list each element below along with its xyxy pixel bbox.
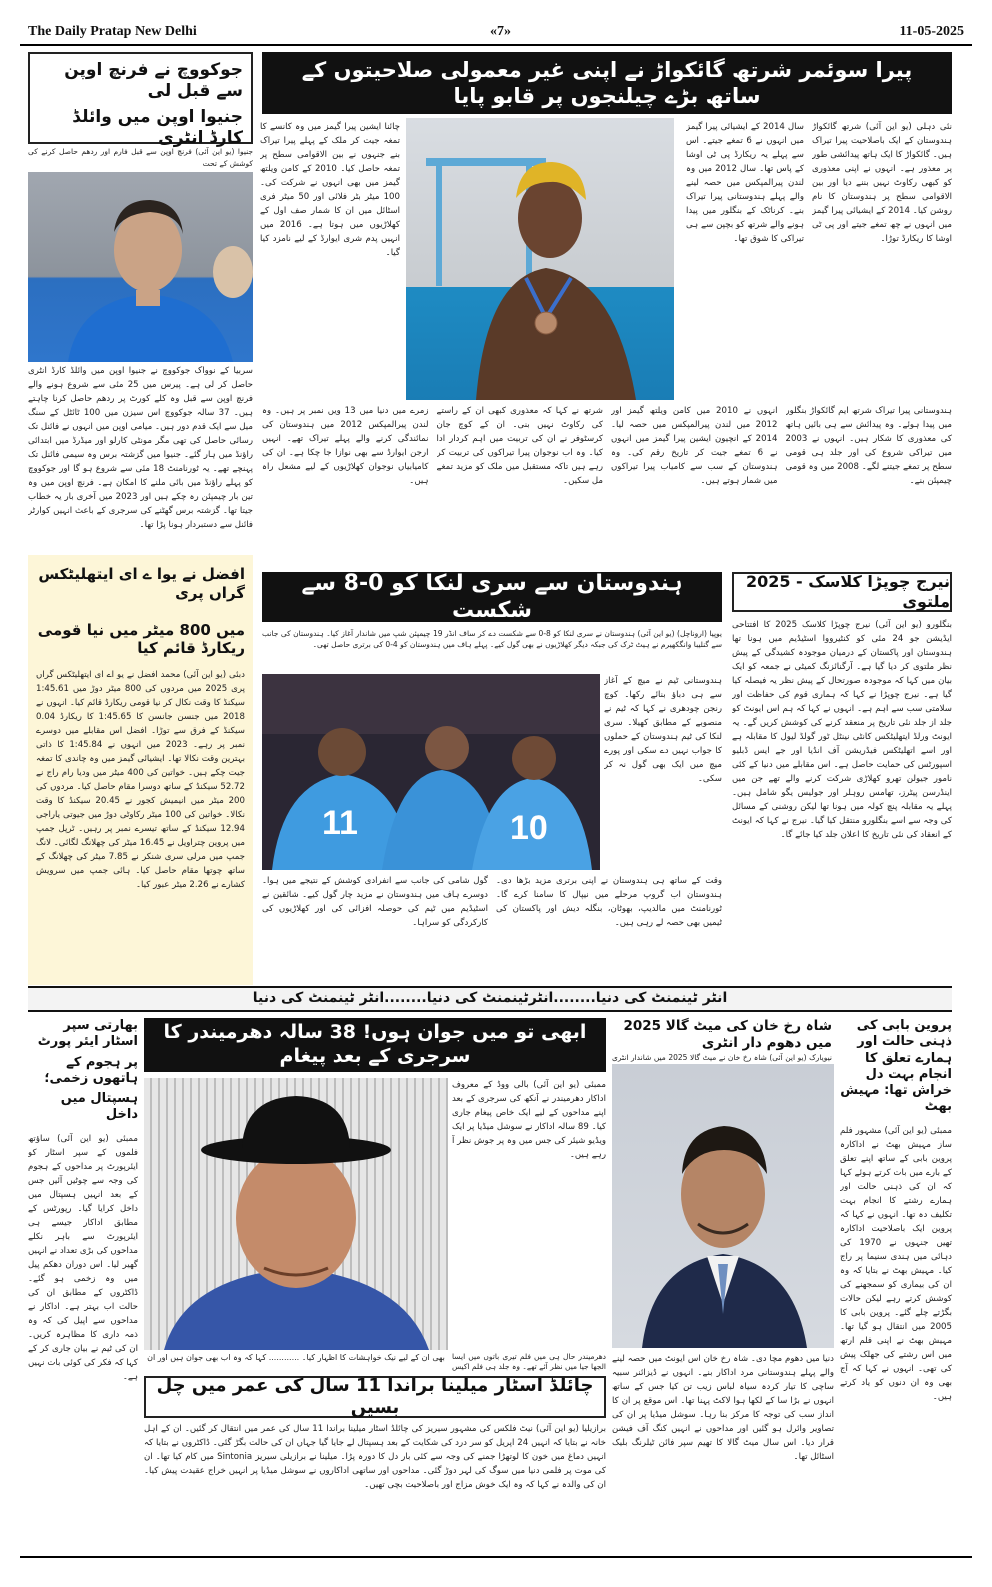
swimmer-bottom-columns (262, 404, 952, 564)
afzal-headline-line2: میں 800 میٹر میں نیا قومی ریکارڈ قائم کیا (37, 620, 245, 658)
swimmer-with-medal-photo-icon (406, 118, 674, 400)
dharmendra-photo-icon (144, 1078, 448, 1350)
swimmer-photo (406, 118, 674, 400)
neeraj-headline: نیرج چوپڑا کلاسک - 2025 ملتوی (745, 572, 950, 611)
dharmendra-body3: دھرمیندر حال ہی میں فلم تیری باتوں میں ایسا الجھا جیا میں نظر آئے تھے۔ وہ جلد ہی فلم اکیس (452, 1352, 606, 1371)
millena-body: برازیلیا (یو این آئی) نیٹ فلکس کی مشہور سیریز کی چائلڈ اسٹار میلینا براندا 11 سال کی عمر میں انتقال کر گئیں۔ ان کے اہل خانہ نے بتایا کہ انہیں 24 اپریل کو سر درد کی شکایت کے بعد ہسپتال لے جایا گیا جہاں ان کی حالت بگڑ گئی۔ ڈاکٹروں نے بتایا کہ انہیں دماغ میں خون کا لوتھڑا جمنے کی وجہ سے کئی بار دل کا دورہ پڑا۔ میلینا نے برازیلی سیریز Sintonia میں کام کیا تھا۔ ان کی موت پر فلمی دنیا میں سوگ کی لہر دوڑ گئی۔ مداحوں اور ساتھی اداکاروں نے سوشل میڈیا پر انہیں خراج عقیدت پیش کیا۔ ان کی والدہ نے کہا کہ وہ ایک خوش مزاج اور باصلاحیت بچی تھیں۔ (144, 1424, 606, 1490)
swimmer-col3: زمرے میں دنیا میں 13 ویں نمبر پر ہیں۔ وہ لندن پیرالمپکس 2012 میں ہندوستان کی نمائندگی کرنے والے پہلے تیراک تھے۔ انہیں ارجن ایوارڈ سے بھی نوازا جا چکا ہے۔ ان کی کامیابیاں نوجوان کھلاڑیوں کے لیے مشعل راہ ہیں۔ (262, 406, 429, 486)
football-team-celebration-photo-icon (262, 674, 600, 870)
swimmer-col1: نئی دہلی (یو این آئی) شرتھ گائکواڑ ہندوستان کے ایک باصلاحیت پیرا تیراک ہیں۔ گائکواڑ کا ایک ہاتھ پیدائشی طور پر معذور ہے۔ انہوں نے اپنی معذوری کو کبھی رکاوٹ نہیں بننے دیا اور بین الاقوامی سطح پر ہندوستان کا نام روشن کیا۔ 2014 کے ایشیائی پیرا گیمز میں انہوں نے چھ تمغے جیتے اور پی ٹی اوشا کا ریکارڈ توڑا۔ (812, 122, 952, 244)
airport-headline-line3: ہسپتال میں داخل (60, 1091, 138, 1123)
football-photo (262, 674, 600, 870)
neeraj-body: بنگلورو (یو این آئی) نیرج چوپڑا کلاسک 2025 کا افتتاحی ایڈیشن جو 24 مئی کو کنٹیرووا اسٹیڈیم میں ہونا تھا ہندوستان اور پاکستان کے درمیان موجودہ کشیدگی کے پیش نظر ملتوی کر دیا گیا ہے۔ آرگنائزنگ کمیٹی نے جمعہ کو ایک بیان میں کہا کہ موجودہ صورتحال کے پیش نظر یہ فیصلہ کیا گیا ہے۔ نیرج چوپڑا نے کہا کہ ہماری قوم کی حفاظت اور سلامتی سب سے اہم ہے۔ انہوں نے کہا کہ ہم اس ایونٹ کو جلد از جلد نئی تاریخ پر منعقد کرنے کی کوشش کریں گے۔ یہ ایونٹ ورلڈ ایتھلیٹکس کانٹی نینٹل ٹور گولڈ لیول کا مقابلہ ہے اور اسے اتھلیٹکس فیڈریشن آف انڈیا اور جے ایس ڈبلیو اسپورٹس کی حمایت حاصل ہے۔ اس مقابلے میں دنیا کے کئی نامور جیولن تھرو کھلاڑی شرکت کرنے والے تھے جن میں اینڈرسن پیٹرز، تھامس روہلر اور جولیس یگو شامل ہیں۔ پہلے یہ مقابلہ پنچ کولہ میں ہونا تھا لیکن روشنی کے مسائل کی وجہ سے اسے بنگلورو منتقل کیا گیا۔ نیرج نے کہا کہ ایونٹ کے انعقاد کی نئی تاریخ کا اعلان جلد کیا جائے گا۔ (732, 620, 952, 840)
dharmendra-photo (144, 1078, 448, 1350)
masthead (20, 22, 972, 42)
football-bottom-columns (262, 874, 722, 980)
parveen-body: ممبئی (یو این آئی) مشہور فلم ساز مہیش بھٹ نے اداکارہ پروین بابی کے ساتھ اپنے تعلق کے بارے میں بات کرتے ہوئے کہا کہ ان کی ذہنی حالت اور ہمارے رشتے کا انجام بہت تکلیف دہ تھا۔ انہوں نے کہا کہ پروین ایک باصلاحیت اداکارہ تھیں جنہوں نے 1970 کی دہائی میں ہندی سنیما پر راج کیا۔ مہیش بھٹ نے بتایا کہ وہ ان کی بیماری کو سمجھنے کی کوشش کرتے رہے لیکن حالات بگڑتے چلے گئے۔ پروین بابی کا 2005 میں انتقال ہو گیا تھا۔ مہیش بھٹ نے اپنی فلم ارتھ میں اس رشتے کی جھلک پیش کی تھی۔ انہوں نے کہا کہ آج بھی وہ ان دنوں کو یاد کرتے ہیں۔ (840, 1125, 952, 1402)
football-side-column: ہندوستانی ٹیم نے میچ کے آغاز سے ہی دباؤ بنائے رکھا۔ کوچ رنجن چودھری نے کہا کہ ٹیم نے منصوبے کے مطابق کھیلا۔ سری لنکا کی ٹیم ہندوستان کے حملوں کا جواب نہیں دے سکی اور پورے میچ میں ایک بھی گول نہ کر سکی۔ (604, 676, 722, 784)
football-body3: وقت کے ساتھ ہی ہندوستان نے اپنی برتری مزید بڑھا دی۔ ہندوستان اب گروپ مرحلے میں نیپال کا سامنا کرے گا۔ ٹورنامنٹ میں مالدیپ، بھوٹان، بنگلہ دیش اور پاکستان کی ٹیمیں بھی حصہ لے رہی ہیں۔ (496, 876, 722, 928)
djokovic-headline-line1: جوکووچ نے فرنچ اوپن سے قبل لی (64, 60, 243, 102)
page-date: 11-05-2025 (899, 24, 964, 39)
millena-headline-box (144, 1376, 606, 1418)
football-body4: گول شامی کی جانب سے انفرادی کوشش کے نتیجے میں ہوا۔ دوسرے ہاف میں ہندوستان نے مزید چار گول کیے۔ شائقین نے اسٹیڈیم میں ٹیم کی حوصلہ افزائی کی اور کھلاڑیوں کی کارکردگی کو سراہا۔ (262, 876, 488, 928)
swimmer-col2: سال 2014 کے ایشیائی پیرا گیمز میں انہوں نے 6 تمغے جیتے۔ اس سے پہلے یہ ریکارڈ پی ٹی اوشا کے پاس تھا۔ سال 2012 میں وہ لندن پیرالمپکس میں حصہ لینے والے پہلے ہندوستانی پیرا تیراک بنے۔ کرناٹک کے بنگلور میں پیدا ہونے والے شرتھ کو بچپن سے ہی تیراکی کا شوق تھا۔ (686, 122, 804, 244)
shahrukh-lead: نیویارک (یو این آئی) شاہ رخ خان نے میٹ گالا 2025 میں شاندار انٹری (612, 1052, 832, 1062)
airport-headline-line2: پر ہجوم کے ہاتھوں زخمی؛ (44, 1054, 138, 1086)
paper-name: The Daily Pratap New Delhi (28, 24, 197, 39)
footer-rule (20, 1556, 972, 1558)
entertainment-banner-text: انٹر ٹینمنٹ کی دنیا........انٹرٹینمنٹ کی دنیا........انٹر ٹینمنٹ کی دنیا (252, 990, 728, 1007)
djokovic-photo (28, 172, 253, 362)
jersey-number-right: 10 (510, 809, 548, 847)
parveen-column (840, 1018, 952, 1553)
afzal-body: دبئی (یو این آئی) محمد افضل نے یو اے ای ایتھلیٹکس گراں پری 2025 میں مردوں کی 800 میٹر دوڑ میں 1:45.61 سیکنڈ کا وقت نکال کر نیا قومی ریکارڈ قائم کیا۔ انہوں نے 2018 میں جنسن جانسن کا 1:45.65 کا ریکارڈ 0.04 سیکنڈ کے فرق سے توڑا۔ افضل اس مقابلے میں دوسرے نمبر پر رہے۔ 2023 میں انہوں نے 1:45.84 کا ذاتی بہترین وقت نکالا تھا۔ ایشیائی گیمز میں وہ چاندی کا تمغہ جیت چکے ہیں۔ خواتین کی 400 میٹر میں ودیا رام راج نے 52.72 سیکنڈ کے ساتھ دوسرا مقام حاصل کیا۔ مردوں کی 200 میٹر میں انیمیش کجور نے 20.45 سیکنڈ کا وقت نکالا۔ خواتین کی 100 میٹر رکاوٹی دوڑ میں جیوتی یاراجی 12.94 سیکنڈ کے ساتھ تیسرے نمبر پر رہیں۔ ٹرپل جمپ میں پروین چتراویل نے 16.45 میٹر کی چھلانگ لگائی۔ لانگ جمپ میں مرلی سری شنکر نے 7.85 میٹر کی چھلانگ کے ساتھ چوتھا مقام حاصل کیا۔ ہائی جمپ میں سرویش کشارے نے 2.26 میٹر عبور کیا۔ (36, 670, 245, 890)
football-intro (262, 628, 722, 672)
dharmendra-tail (452, 1352, 606, 1372)
shahrukh-khan-photo-icon (612, 1064, 834, 1348)
swimmer-headline: پیرا سوئمر شرتھ گائکواڑ نے اپنی غیر معمولی صلاحیتوں کے ساتھ بڑے چیلنجوں پر قابو پایا (301, 57, 913, 108)
shahrukh-headline: شاہ رخ خان کی میٹ گالا 2025 میں دھوم دار انٹری (623, 1018, 832, 1051)
shahrukh-body: دنیا میں دھوم مچا دی۔ شاہ رخ خان اس ایونٹ میں حصہ لینے والے پہلے ہندوستانی مرد اداکار بنے۔ انہوں نے ڈیزائنر سبیہ ساچی کا تیار کردہ سیاہ لباس زیب تن کیا جس کے ساتھ انہوں نے بڑا سا کے لکھا ہوا لاکٹ پہنا تھا۔ اس موقع پر ان کا انداز سب کی توجہ کا مرکز بنا رہا۔ سوشل میڈیا پر ان کی تصاویر وائرل ہو گئیں اور مداحوں نے انہیں کنگ آف فیشن قرار دیا۔ اس سال میٹ گالا کا تھیم سپر فائن ٹیلرنگ بلیک اسٹائل تھا۔ (612, 1354, 834, 1462)
dharmendra-body1: ممبئی (یو این آئی) بالی ووڈ کے معروف اداکار دھرمیندر نے آنکھ کی سرجری کے بعد اپنے مداحوں کے لیے ایک خاص پیغام جاری کیا۔ 89 سالہ اداکار نے سوشل میڈیا پر ایک ویڈیو شیئر کی جس میں وہ پر جوش نظر آ رہے ہیں۔ (452, 1080, 606, 1160)
dharmendra-headline: ابھی تو میں جوان ہوں! 38 سالہ دھرمیندر کا سرجری کے بعد پیغام (163, 1021, 587, 1067)
djokovic-headline-box (28, 52, 253, 148)
swimmer-lower2: انہوں نے 2010 میں کامن ویلتھ گیمز اور 2012 میں لندن پیرالمپکس میں حصہ لیا۔ 2014 کے انچیون ایشین پیرا گیمز میں انہوں نے 6 تمغے جیت کر تاریخ رقم کی۔ وہ ہندوستان کے سب سے کامیاب پیرا تیراکوں میں شمار ہوتے ہیں۔ (611, 406, 778, 486)
swimmer-lower1: ہندوستانی پیرا تیراک شرتھ ایم گائکواڑ بنگلور میں پیدا ہوئے۔ وہ پیدائش سے ہی بائیں ہاتھ کی معذوری کا شکار ہیں۔ انہوں نے 2003 میں تیراکی شروع کی اور جلد ہی قومی سطح پر تمغے جیتنے لگے۔ 2008 میں وہ قومی چیمپئن بنے۔ (785, 406, 952, 486)
airport-column (28, 1018, 138, 1553)
airport-body: ممبئی (یو این آئی) ساؤتھ فلموں کے سپر اسٹار کو ایئرپورٹ پر مداحوں کے ہجوم کی وجہ سے چوٹیں آئیں جس کے بعد انہیں ہسپتال میں داخل کرایا گیا۔ رپورٹس کے مطابق اداکار جیسے ہی ایئرپورٹ سے باہر نکلے مداحوں کی بڑی تعداد نے انہیں گھیر لیا۔ اس دوران دھکم پیل میں وہ زخمی ہو گئے۔ ڈاکٹروں کے مطابق ان کی حالت اب بہتر ہے۔ اداکار نے مداحوں سے اپیل کی کہ وہ ذمہ داری کا مظاہرہ کریں۔ ان کی ٹیم نے بیان جاری کر کے کہا کہ فکر کی کوئی بات نہیں ہے۔ (28, 1133, 138, 1382)
masthead-rule (20, 44, 972, 46)
djokovic-body: سربیا کے نوواک جوکووچ نے جنیوا اوپن میں وائلڈ کارڈ انٹری حاصل کر لی ہے۔ پیرس میں 25 مئی سے شروع ہونے والے فرنچ اوپن سے قبل وہ کلے کورٹ پر ردھم حاصل کرنا چاہتے ہیں۔ 37 سالہ جوکووچ اس سیزن میں 100 ٹائٹل کے سنگ میل سے ایک قدم دور ہیں۔ میامی اوپن میں انہوں نے فائنل تک رسائی حاصل کی تھی مگر مونٹی کارلو اور میڈرڈ میں ابتدائی راؤنڈ میں ہار گئے۔ جنیوا میں گزشتہ برس وہ سیمی فائنل تک پہنچے تھے۔ یہ ٹورنامنٹ 18 مئی سے شروع ہو گا اور جوکووچ کو پہلے راؤنڈ میں بائی ملنے کا امکان ہے۔ فرنچ اوپن میں وہ تین بار چیمپئن رہ چکے ہیں اور 2023 میں آخری بار یہ خطاب جیتا تھا۔ گزشتہ برس گھٹنے کی سرجری کے باعث انہیں کوارٹر فائنل سے دستبردار ہونا پڑا تھا۔ (28, 366, 253, 530)
dharmendra-caption: بھی ان کے لیے نیک خواہشات کا اظہار کیا۔ ............ کہا کہ وہ اب بھی جوان ہیں اور ان (147, 1353, 445, 1362)
jersey-number-left: 11 (322, 804, 358, 842)
dharmendra-headline-box (144, 1018, 606, 1072)
afzal-headline-line1: افضل نے یوا ے ای ایتھلیٹکس گراں پری (38, 565, 245, 602)
djokovic-photo-icon (28, 172, 253, 362)
swimmer-col4: چائنا ایشین پیرا گیمز میں وہ کانسے کا تمغہ جیت کر ملک کے پہلے پیرا تیراک بنے جنہوں نے بین الاقوامی سطح پر تمغہ حاصل کیا۔ 2010 کے کامن ویلتھ گیمز میں بھی انہوں نے شرکت کی۔ 100 میٹر بٹر فلائی اور 50 میٹر فری اسٹائل میں ان کا شمار صف اول کے کھلاڑیوں میں ہوتا ہے۔ 2016 میں انہیں پدم شری ایوارڈ کے لیے نامزد کیا گیا۔ (260, 122, 400, 258)
swimmer-lower3: شرتھ نے کہا کہ معذوری کبھی ان کے راستے کی رکاوٹ نہیں بنی۔ ان کے کوچ جان کرسٹوفر نے ان کی تربیت میں اہم کردار ادا کیا۔ وہ اب نوجوان پیرا تیراکوں کی تربیت کر رہے ہیں تاکہ مستقبل میں ملک کو مزید تمغے مل سکیں۔ (436, 406, 603, 486)
dharmendra-side-columns (452, 1078, 606, 1350)
page-number: «7» (490, 24, 511, 39)
parveen-headline: پروین بابی کی ذہنی حالت اور ہمارے تعلق کا انجام بہت دل خراش تھا: مہیش بھٹ (840, 1018, 952, 1115)
football-intro-text: یوپیا (اروناچل) (یو این آئی) ہندوستان نے سری لنکا کو 8-0 سے شکست دے کر ساف انڈر 19 چیمپئن شپ میں شاندار آغاز کیا۔ ہندوستان کی جانب سے گنلیبا وانگکھیرم نے ہیٹ ٹرک کی جبکہ دیگر کھلاڑیوں نے بھی گول کیے۔ پہلے ہاف میں ہندوستان کو 4-0 کی برتری حاصل تھی۔ (262, 629, 722, 649)
djokovic-headline-line2: جنیوا اوپن میں وائلڈ کارڈ انٹری (72, 106, 243, 148)
shahrukh-photo (612, 1064, 834, 1348)
millena-headline: چائلڈ اسٹار میلینا براندا 11 سال کی عمر میں چل بسیں (156, 1374, 594, 1418)
neeraj-headline-box (732, 572, 952, 612)
swimmer-headline-box (262, 52, 952, 114)
entertainment-banner (28, 986, 952, 1012)
djokovic-lead: جنیوا (یو این آئی) فرنچ اوپن سے قبل فارم اور ردھم حاصل کرنے کی کوشش کے تحت (28, 147, 253, 168)
shahrukh-header (612, 1018, 832, 1062)
airport-headline-line1: بھارتی سپر اسٹار ایئر پورٹ (37, 1018, 138, 1050)
football-headline: ہندوستان سے سری لنکا کو 0-8 سے شکست (301, 570, 683, 623)
afzal-panel (28, 555, 253, 985)
football-headline-box (262, 572, 722, 622)
